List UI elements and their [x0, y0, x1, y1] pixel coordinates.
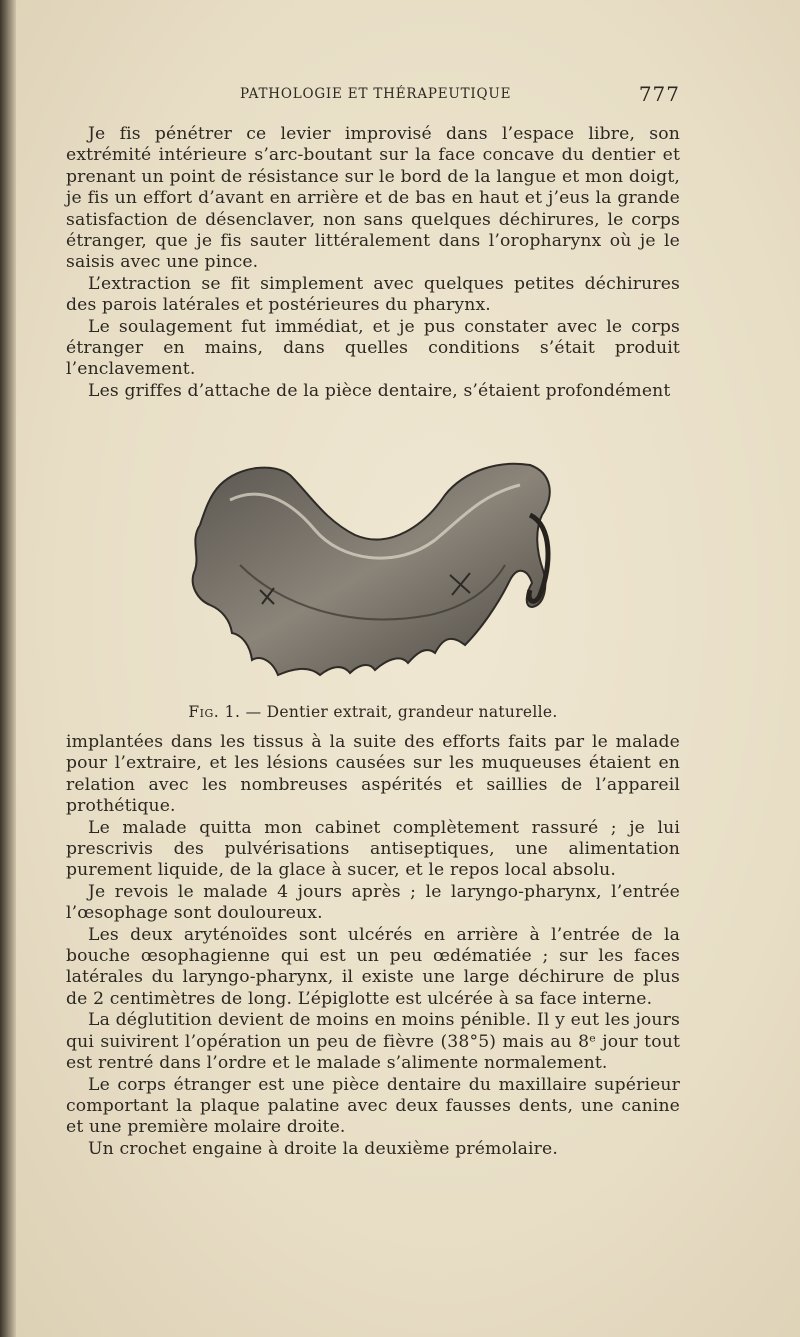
paragraph: Les griffes d’attache de la pièce dentaire, s’étaient profondément — [88, 380, 671, 401]
paragraph: La déglutition devient de moins en moins pénible. Il y eut les jours qui suivirent l’opération un peu de fièvre (38°5) mais au 8ᵉ jour tout est rentré dans l’ordre et le malade s’alimente normalement. — [66, 1010, 680, 1074]
paragraph: Les deux aryténoïdes sont ulcérés en arrière à l’entrée de la bouche œsophagienne qui est un peu œdématiée ; sur les faces latérales du laryngo-pharynx, il existe une large déchirure de plus de 2 centimètres de long. L’épiglotte est ulcérée à sa face interne. — [66, 924, 680, 1009]
denture-image — [180, 455, 560, 690]
page-binding-shadow — [0, 0, 16, 1337]
paragraph: Le malade quitta mon cabinet complètement rassuré ; je lui prescrivis des pulvérisations antiseptiques, une alimentation purement liquide, de la glace à sucer, et le repos local absolu. — [66, 817, 680, 881]
text-block-top — [66, 124, 680, 402]
page-header — [66, 82, 680, 110]
figure-label: Fig. 1. — [188, 703, 241, 721]
paragraph: Je fis pénétrer ce levier improvisé dans l’espace libre, son extrémité intérieure s’arc-boutant sur la face concave du dentier et prenant un point de résistance sur le bord de la langue et mon doigt, je fis un effort d’avant en arrière et de bas en haut et j’eus la grande satisfaction de désenclaver, non sans quelques déchirures, le corps étranger, que je fis sauter littéralement dans l’oropharynx où je le saisis avec une pince. — [66, 124, 680, 273]
figure-caption-text: — Dentier extrait, grandeur naturelle. — [240, 703, 558, 721]
paragraph: Le corps étranger est une pièce dentaire du maxillaire supérieur comportant la plaque palatine avec deux fausses dents, une canine et une première molaire droite. — [66, 1074, 680, 1138]
paragraph: L’extraction se fit simplement avec quelques petites déchirures des parois latérales et postérieures du pharynx. — [66, 273, 680, 316]
page-number: 777 — [638, 82, 680, 106]
running-head: PATHOLOGIE ET THÉRAPEUTIQUE — [240, 86, 512, 102]
paragraph: implantées dans les tissus à la suite des efforts faits par le malade pour l’extraire, et les lésions causées sur les muqueuses étaient en relation avec les nombreuses aspérités et saillies de l’appareil prothétique. — [66, 732, 680, 817]
denture-illustration — [180, 455, 560, 690]
paragraph: Un crochet engaine à droite la deuxième prémolaire. — [88, 1138, 558, 1159]
text-block-bottom — [66, 732, 680, 1160]
paragraph: Je revois le malade 4 jours après ; le laryngo-pharynx, l’entrée l’œsophage sont douloureux. — [66, 881, 680, 924]
figure-caption — [66, 703, 680, 721]
paragraph: Le soulagement fut immédiat, et je pus constater avec le corps étranger en mains, dans quelles conditions s’était produit l’enclavement. — [66, 316, 680, 380]
